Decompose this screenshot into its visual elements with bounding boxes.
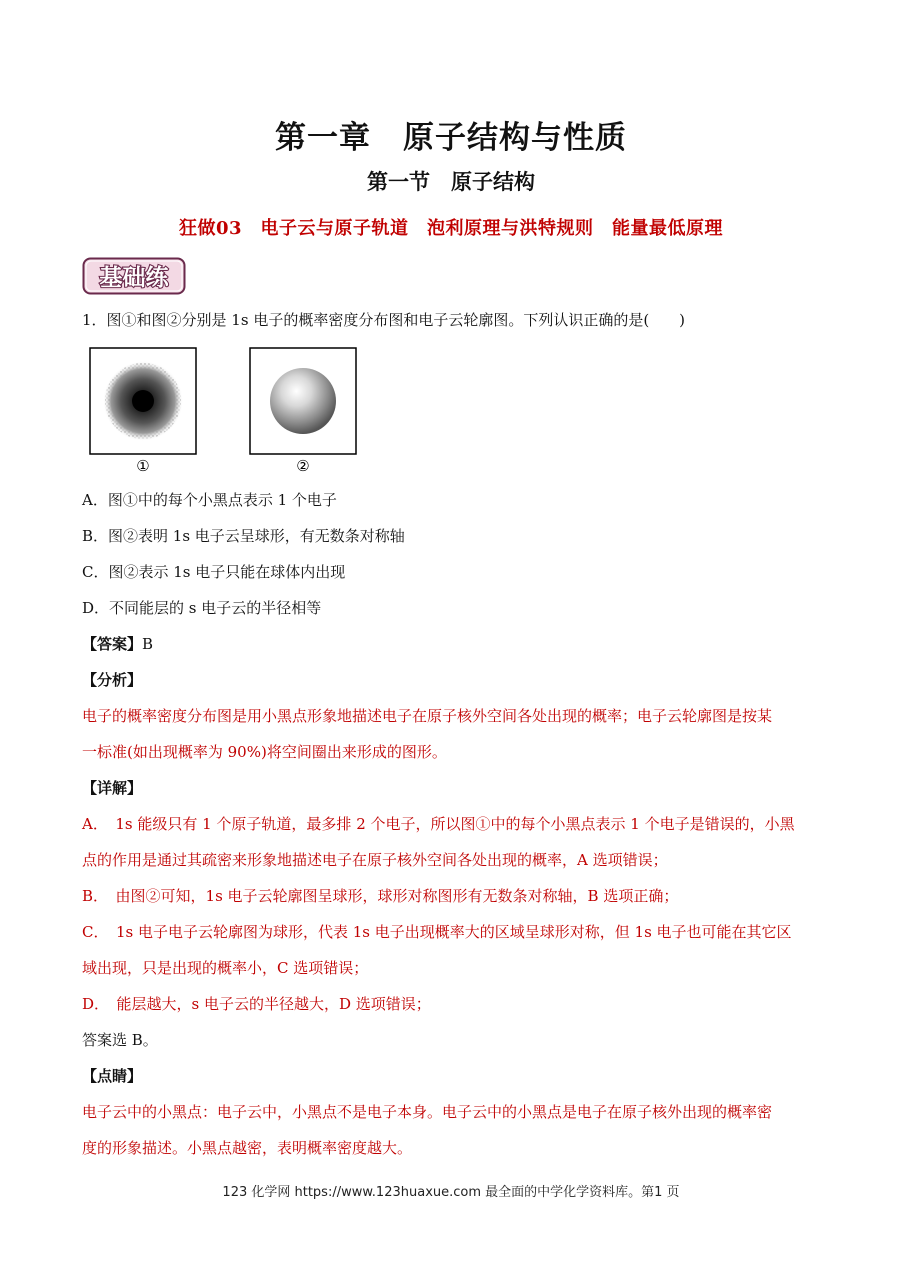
analysis-label: 【分析】 — [82, 671, 143, 689]
detail-line-5: 域出现，只是出现的概率小，C 选项错误； — [82, 959, 369, 977]
option-c: C．图②表示 1s 电子只能在球体内出现 — [82, 563, 346, 581]
electron-cloud-figures — [88, 347, 368, 475]
comment-line-1: 电子云中的小黑点：电子云中，小黑点不是电子本身。电子云中的小黑点是电子在原子核外出现的概率密 — [82, 1103, 773, 1121]
question-stem: 1．图①和图②分别是 1s 电子的概率密度分布图和电子云轮廓图。下列认识正确的是( ) — [82, 311, 686, 329]
badge-graphic — [82, 257, 186, 295]
comment-label: 【点睛】 — [82, 1067, 143, 1085]
topic-title: 狂做03 电子云与原子轨道 泡利原理与洪特规则 能量最低原理 — [178, 218, 724, 239]
detail-line-3: B． 由图②可知，1s 电子云轮廓图呈球形，球形对称图形有无数条对称轴，B 选项正确； — [82, 887, 679, 905]
basic-practice-badge — [82, 257, 186, 295]
detail-line-1: A． 1s 能级只有 1 个原子轨道，最多排 2 个电子，所以图①中的每个小黑点表示 1 个电子是错误的，小黑 — [82, 815, 795, 833]
electron-cloud-sphere — [270, 368, 336, 434]
answer-label: 【答案】 — [82, 635, 143, 653]
comment-line-2: 度的形象描述。小黑点越密，表明概率密度越大。 — [82, 1139, 413, 1157]
answer-line — [82, 633, 827, 655]
probability-density-cloud — [103, 361, 183, 441]
detail-line-2: 点的作用是通过其疏密来形象地描述电子在原子核外空间各处出现的概率，A 选项错误； — [82, 851, 668, 869]
detail-label: 【详解】 — [82, 779, 143, 797]
option-d: D．不同能层的 s 电子云的半径相等 — [82, 599, 322, 617]
detail-line-6: D． 能层越大，s 电子云的半径越大，D 选项错误； — [82, 995, 431, 1013]
chapter-title: 第一章 原子结构与性质 — [275, 120, 627, 156]
page-footer: 123 化学网 https://www.123huaxue.com 最全面的中学化学资料库。第1 页 — [222, 1185, 680, 1200]
section-title: 第一节 原子结构 — [367, 170, 535, 194]
option-a: A．图①中的每个小黑点表示 1 个电子 — [82, 491, 337, 509]
analysis-line-2: 一标准(如出现概率为 90%)将空间圈出来形成的图形。 — [82, 743, 447, 761]
option-b: B．图②表明 1s 电子云呈球形，有无数条对称轴 — [82, 527, 405, 545]
detail-conclusion: 答案选 B。 — [82, 1031, 158, 1049]
badge-label: 基础练 — [99, 265, 169, 291]
figure-2-label: ② — [296, 457, 310, 475]
analysis-line-1: 电子的概率密度分布图是用小黑点形象地描述电子在原子核外空间各处出现的概率；电子云轮廓图是按某 — [82, 707, 773, 725]
figure-1-label: ① — [136, 457, 150, 475]
figure-panel — [88, 347, 368, 475]
answer-value: B — [142, 635, 154, 653]
detail-line-4: C． 1s 电子电子云轮廓图为球形，代表 1s 电子出现概率大的区域呈球形对称，但 1s 电子也可能在其它区 — [82, 923, 792, 941]
